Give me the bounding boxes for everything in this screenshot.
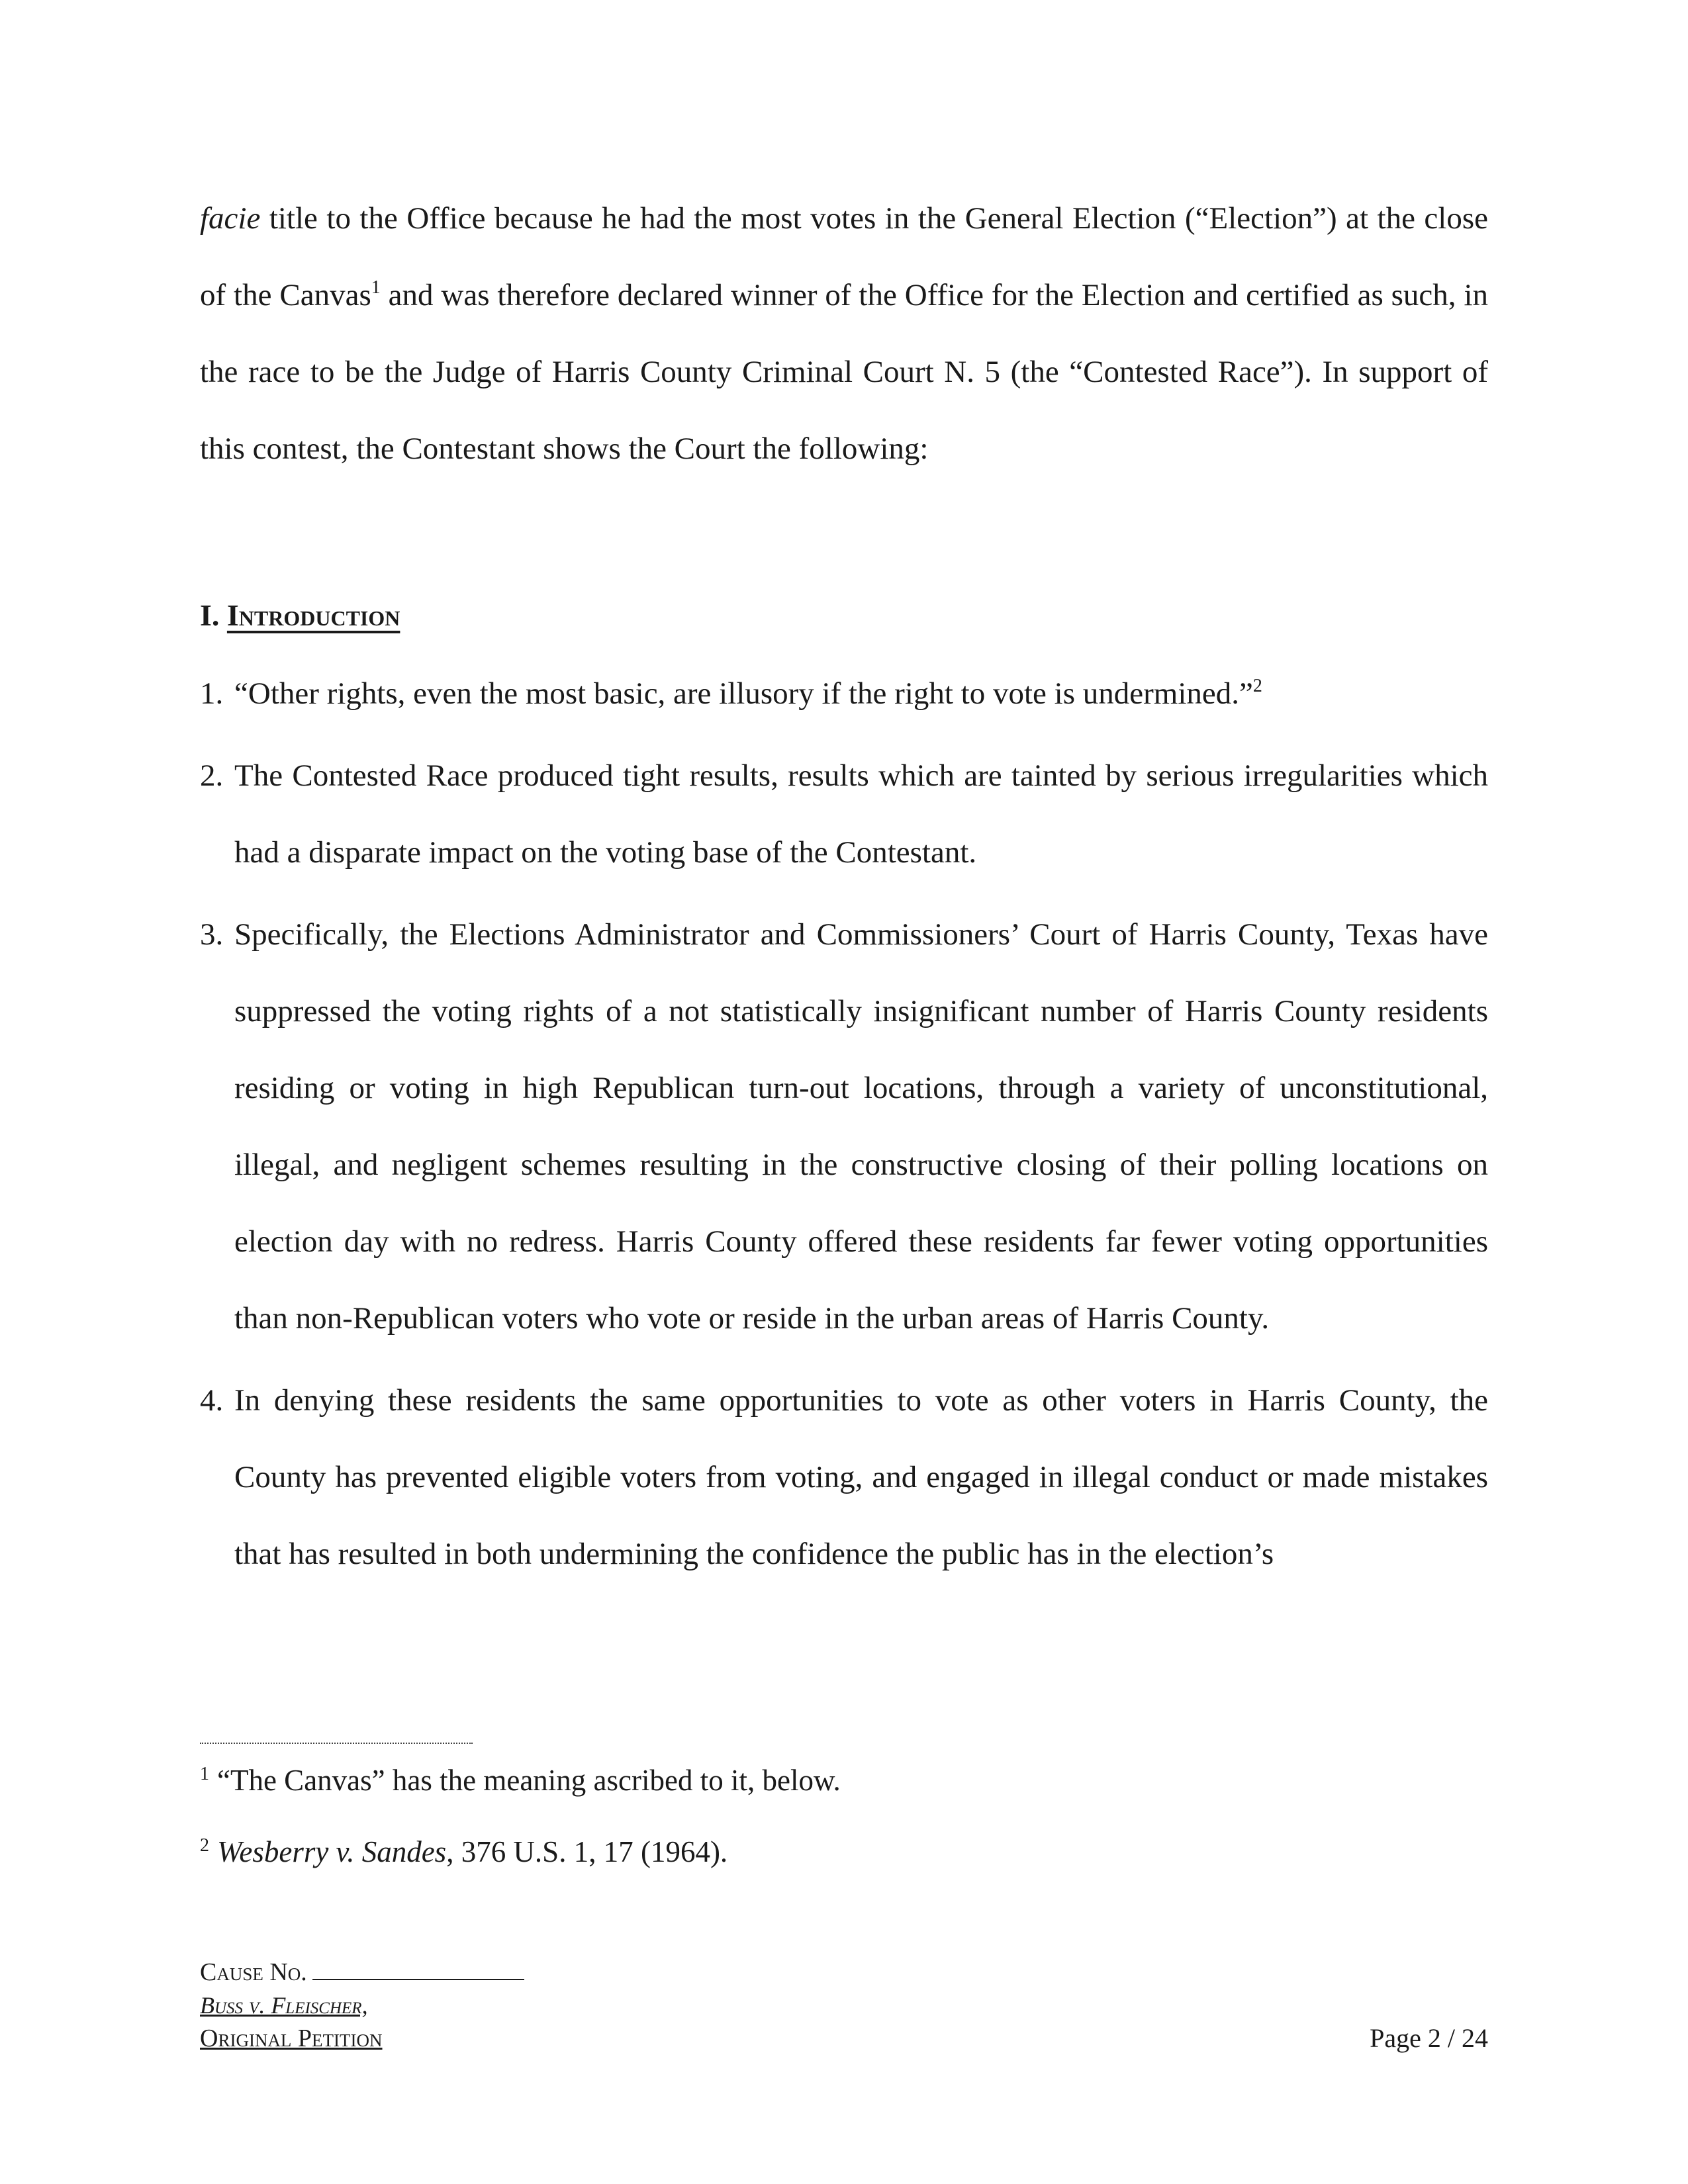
intro-text-part-1: title to the Office because he had the most votes in the General Election (“Election”) at the close of the Canvas <box>200 201 1488 312</box>
item-number: 2. <box>200 758 224 793</box>
footnote-text: , 376 U.S. 1, 17 (1964). <box>446 1835 728 1868</box>
section-title: Introduction <box>226 598 400 632</box>
footnote-divider <box>200 1743 473 1744</box>
list-item <box>200 896 1488 1357</box>
cause-number-blank <box>312 1959 524 1980</box>
item-text: The Contested Race produced tight results, results which are tainted by serious irregularities which had a disparate impact on the voting base of the Contestant. <box>234 758 1488 870</box>
footnote-1 <box>200 1760 1488 1800</box>
list-item <box>200 655 1488 732</box>
cause-number-line <box>200 1956 1488 1989</box>
intro-paragraph <box>200 180 1488 487</box>
footnote-citation-case: Wesberry v. Sandes <box>217 1835 447 1868</box>
section-number: I. <box>200 598 220 632</box>
case-name: Buss v. Fleischer, <box>200 1992 368 2019</box>
footnote-marker: 2 <box>200 1835 209 1856</box>
item-number: 3. <box>200 917 224 952</box>
intro-text-part-2: and was therefore declared winner of the Office for the Election and certified as such, in the race to be the Judge of Harris County Criminal Court N. 5 (the “Contested Race”). In support of this contest, the Contestant shows the Court the following: <box>200 278 1488 466</box>
footnotes <box>200 1760 1488 1903</box>
item-text: “Other rights, even the most basic, are illusory if the right to vote is undermined.” <box>234 676 1253 711</box>
footnote-2 <box>200 1832 1488 1872</box>
footnote-marker: 1 <box>200 1764 209 1784</box>
petition-label: Original Petition <box>200 2025 383 2052</box>
item-number: 1. <box>200 676 224 711</box>
section-heading <box>200 589 400 642</box>
intro-lead-italic: facie <box>200 201 261 236</box>
item-text: In denying these residents the same opportunities to vote as other voters in Harris County, the County has prevented eligible voters from voting, and engaged in illegal conduct or made mistakes that has resulted in both undermining the confidence the public has in the election’s <box>234 1383 1488 1571</box>
footnote-text: “The Canvas” has the meaning ascribed to it, below. <box>217 1764 841 1797</box>
page-number: Page 2 / 24 <box>1370 2023 1488 2053</box>
item-text: Specifically, the Elections Administrator and Commissioners’ Court of Harris County, Texas have suppressed the voting rights of a not statistically insignificant number of Harris County residents residing or voting in high Republican turn-out locations, through a variety of unconstitutional, illegal, and negligent schemes resulting in the constructive closing of their polling locations on election day with no redress. Harris County offered these residents far fewer voting opportunities than non-Republican voters who vote or reside in the urban areas of Harris County. <box>234 917 1488 1336</box>
cause-label: Cause No. <box>200 1958 307 1986</box>
item-number: 4. <box>200 1383 224 1418</box>
list-item <box>200 737 1488 891</box>
footnote-ref-1[interactable]: 1 <box>371 277 381 298</box>
page-footer <box>200 1956 1488 2055</box>
footnote-ref-2[interactable]: 2 <box>1252 676 1262 696</box>
list-item <box>200 1362 1488 1592</box>
numbered-list <box>200 655 1488 1598</box>
